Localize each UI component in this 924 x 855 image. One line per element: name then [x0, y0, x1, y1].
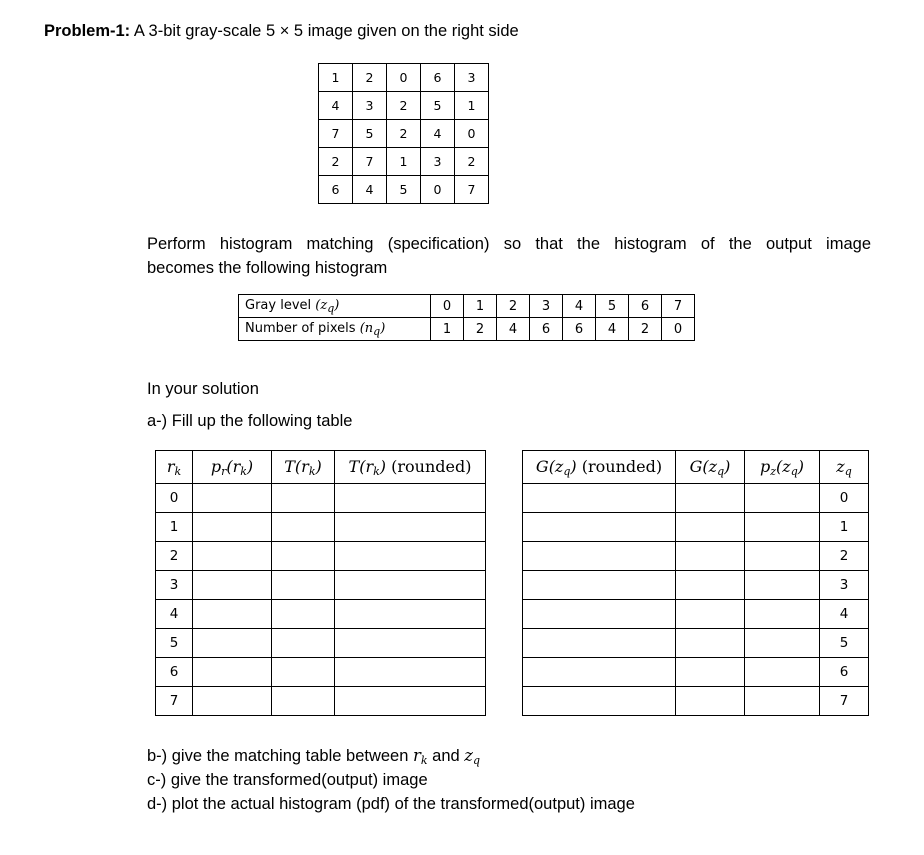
blank-answer-cell[interactable] [272, 600, 335, 629]
table-row [523, 571, 869, 600]
blank-answer-cell[interactable] [335, 658, 486, 687]
image-row [319, 120, 489, 148]
header-zq: $z_q$ [820, 451, 869, 484]
image-pixel-cell: 5 [421, 92, 455, 120]
image-pixel-cell: 3 [353, 92, 387, 120]
blank-answer-cell[interactable] [193, 542, 272, 571]
blank-answer-cell[interactable] [676, 542, 745, 571]
gray-level-row [239, 295, 695, 318]
table-row [523, 629, 869, 658]
blank-answer-cell[interactable] [745, 484, 820, 513]
blank-answer-cell[interactable] [272, 484, 335, 513]
blank-answer-cell[interactable] [523, 687, 676, 716]
blank-answer-cell[interactable] [272, 687, 335, 716]
gray-level-label [239, 295, 431, 318]
blank-answer-cell[interactable] [335, 687, 486, 716]
blank-answer-cell[interactable] [523, 513, 676, 542]
blank-answer-cell[interactable] [335, 484, 486, 513]
blank-answer-cell[interactable] [676, 658, 745, 687]
image-pixel-cell: 6 [421, 64, 455, 92]
right-solution-table [522, 450, 869, 716]
image-pixel-cell: 4 [319, 92, 353, 120]
image-pixel-cell: 3 [455, 64, 489, 92]
image-pixel-cell: 0 [387, 64, 421, 92]
image-pixel-cell: 3 [421, 148, 455, 176]
blank-answer-cell[interactable] [523, 542, 676, 571]
right-header-row [523, 451, 869, 484]
blank-answer-cell[interactable] [193, 658, 272, 687]
blank-answer-cell[interactable] [745, 687, 820, 716]
instruction-line-1: Perform histogram matching (specification) so that the histogram of the output image [147, 235, 871, 253]
problem-label: Problem-1: [44, 22, 131, 40]
blank-answer-cell[interactable] [676, 484, 745, 513]
rk-value: 0 [156, 484, 193, 513]
header-rk: $r_k$ [156, 451, 193, 484]
zq-value: 6 [820, 658, 869, 687]
blank-answer-cell[interactable] [193, 571, 272, 600]
table-row [156, 687, 486, 716]
image-pixel-cell: 2 [353, 64, 387, 92]
solution-intro: In your solution [147, 380, 259, 398]
blank-answer-cell[interactable] [676, 571, 745, 600]
image-pixel-cell: 2 [387, 92, 421, 120]
level-cell: 4 [563, 295, 596, 318]
blank-answer-cell[interactable] [523, 484, 676, 513]
blank-answer-cell[interactable] [193, 513, 272, 542]
header-pz: $p_z(z_q)$ [745, 451, 820, 484]
gray-level-text: Gray level [245, 297, 312, 313]
image-pixel-cell: 2 [455, 148, 489, 176]
instruction-line-2: becomes the following histogram [147, 259, 388, 277]
pixel-count-symbol: $(n_q)$ [359, 320, 386, 338]
table-row [156, 600, 486, 629]
blank-answer-cell[interactable] [272, 571, 335, 600]
instruction-paragraph [147, 232, 871, 280]
header-pr: $p_r(r_k)$ [193, 451, 272, 484]
blank-answer-cell[interactable] [745, 600, 820, 629]
blank-answer-cell[interactable] [335, 629, 486, 658]
part-b-mid: and [432, 747, 460, 765]
image-row [319, 176, 489, 204]
header-t-rounded: $T(r_k)$ (rounded) [335, 451, 486, 484]
image-pixel-cell: 0 [455, 120, 489, 148]
image-pixel-cell: 1 [387, 148, 421, 176]
table-row [156, 542, 486, 571]
blank-answer-cell[interactable] [335, 513, 486, 542]
blank-answer-cell[interactable] [676, 629, 745, 658]
image-row [319, 148, 489, 176]
image-pixel-cell: 7 [319, 120, 353, 148]
image-pixel-cell: 5 [353, 120, 387, 148]
left-solution-table [155, 450, 486, 716]
blank-answer-cell[interactable] [523, 658, 676, 687]
part-d-text: d-) plot the actual histogram (pdf) of the transformed(output) image [147, 795, 635, 813]
blank-answer-cell[interactable] [193, 600, 272, 629]
blank-answer-cell[interactable] [523, 629, 676, 658]
blank-answer-cell[interactable] [335, 571, 486, 600]
level-cell: 2 [497, 295, 530, 318]
count-cell: 4 [497, 318, 530, 341]
rk-value: 1 [156, 513, 193, 542]
count-cell: 2 [464, 318, 497, 341]
zq-value: 3 [820, 571, 869, 600]
table-row [156, 513, 486, 542]
table-row [156, 484, 486, 513]
pixel-count-label [239, 318, 431, 341]
zq-value: 0 [820, 484, 869, 513]
blank-answer-cell[interactable] [193, 629, 272, 658]
rk-value: 3 [156, 571, 193, 600]
table-row [156, 571, 486, 600]
blank-answer-cell[interactable] [193, 687, 272, 716]
table-row [156, 629, 486, 658]
pixel-count-text: Number of pixels [245, 320, 356, 336]
count-cell: 1 [431, 318, 464, 341]
rk-value: 4 [156, 600, 193, 629]
count-cell: 6 [530, 318, 563, 341]
blank-answer-cell[interactable] [193, 484, 272, 513]
image-pixel-cell: 2 [387, 120, 421, 148]
image-row [319, 92, 489, 120]
header-t: $T(r_k)$ [272, 451, 335, 484]
part-b-rk: $r_k$ [413, 746, 428, 767]
zq-value: 2 [820, 542, 869, 571]
image-pixel-cell: 5 [387, 176, 421, 204]
problem-title [44, 22, 519, 41]
blank-answer-cell[interactable] [676, 513, 745, 542]
count-cell: 0 [662, 318, 695, 341]
blank-answer-cell[interactable] [335, 542, 486, 571]
table-row [523, 600, 869, 629]
pixel-count-row [239, 318, 695, 341]
part-c-text: c-) give the transformed(output) image [147, 771, 428, 789]
blank-answer-cell[interactable] [676, 687, 745, 716]
blank-answer-cell[interactable] [335, 600, 486, 629]
rk-value: 6 [156, 658, 193, 687]
problem-size: 5 × 5 [265, 22, 304, 40]
image-pixel-cell: 7 [455, 176, 489, 204]
blank-answer-cell[interactable] [272, 629, 335, 658]
gray-level-symbol: $(z_q)$ [315, 297, 340, 315]
blank-answer-cell[interactable] [745, 542, 820, 571]
blank-answer-cell[interactable] [745, 629, 820, 658]
table-row [523, 484, 869, 513]
header-g: $G(z_q)$ [676, 451, 745, 484]
table-row [156, 658, 486, 687]
part-b-zq: $z_q$ [464, 746, 481, 767]
level-cell: 5 [596, 295, 629, 318]
left-header-row [156, 451, 486, 484]
image-pixel-cell: 7 [353, 148, 387, 176]
blank-answer-cell[interactable] [523, 571, 676, 600]
level-cell: 0 [431, 295, 464, 318]
problem-text-before: A 3-bit gray-scale [133, 22, 262, 40]
blank-answer-cell[interactable] [745, 658, 820, 687]
image-matrix [318, 63, 489, 204]
rk-value: 5 [156, 629, 193, 658]
level-cell: 6 [629, 295, 662, 318]
image-pixel-cell: 4 [353, 176, 387, 204]
count-cell: 2 [629, 318, 662, 341]
level-cell: 1 [464, 295, 497, 318]
blank-answer-cell[interactable] [272, 658, 335, 687]
table-row [523, 513, 869, 542]
table-row [523, 542, 869, 571]
target-histogram-table [238, 294, 695, 341]
image-row [319, 64, 489, 92]
table-row [523, 687, 869, 716]
count-cell: 4 [596, 318, 629, 341]
zq-value: 1 [820, 513, 869, 542]
zq-value: 4 [820, 600, 869, 629]
blank-answer-cell[interactable] [676, 600, 745, 629]
rk-value: 2 [156, 542, 193, 571]
rk-value: 7 [156, 687, 193, 716]
part-b-text [147, 746, 480, 767]
part-a-text: a-) Fill up the following table [147, 412, 353, 430]
blank-answer-cell[interactable] [272, 513, 335, 542]
header-g-rounded: $G(z_q)$ (rounded) [523, 451, 676, 484]
image-pixel-cell: 4 [421, 120, 455, 148]
blank-answer-cell[interactable] [523, 600, 676, 629]
level-cell: 7 [662, 295, 695, 318]
image-pixel-cell: 0 [421, 176, 455, 204]
zq-value: 5 [820, 629, 869, 658]
blank-answer-cell[interactable] [745, 571, 820, 600]
blank-answer-cell[interactable] [272, 542, 335, 571]
image-pixel-cell: 1 [319, 64, 353, 92]
level-cell: 3 [530, 295, 563, 318]
zq-value: 7 [820, 687, 869, 716]
table-row [523, 658, 869, 687]
part-b-before: b-) give the matching table between [147, 747, 409, 765]
image-pixel-cell: 2 [319, 148, 353, 176]
problem-text-after: image given on the right side [307, 22, 519, 40]
image-pixel-cell: 6 [319, 176, 353, 204]
image-pixel-cell: 1 [455, 92, 489, 120]
count-cell: 6 [563, 318, 596, 341]
blank-answer-cell[interactable] [745, 513, 820, 542]
